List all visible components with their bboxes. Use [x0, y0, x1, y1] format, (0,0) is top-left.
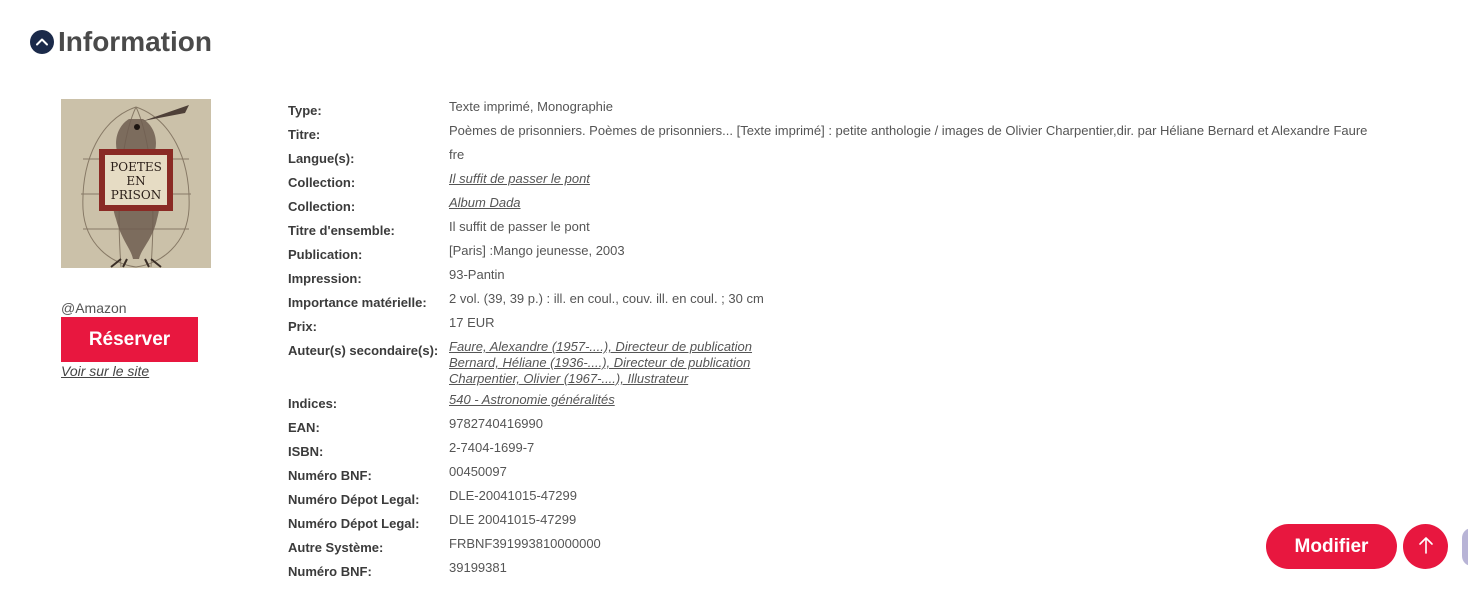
- detail-value-text: 2 vol. (39, 39 p.) : ill. en coul., couv. ill. en coul. ; 30 cm: [449, 291, 764, 306]
- cover-credit: @Amazon: [61, 300, 127, 316]
- detail-row: [288, 243, 1408, 262]
- detail-value: [449, 560, 1408, 579]
- detail-value: [449, 243, 1408, 262]
- detail-row: [288, 267, 1408, 286]
- detail-row: [288, 536, 1408, 555]
- detail-value: [449, 440, 1408, 459]
- detail-value: [449, 315, 1408, 334]
- detail-value-link[interactable]: Bernard, Héliane (1936-....), Directeur de publication: [449, 355, 751, 370]
- detail-value-link[interactable]: Charpentier, Olivier (1967-....), Illustrateur: [449, 371, 689, 386]
- detail-label: Collection:: [288, 175, 356, 190]
- detail-value: [449, 147, 1408, 166]
- detail-value: [449, 171, 1408, 190]
- detail-label: Numéro BNF:: [288, 468, 372, 483]
- detail-value-text: fre: [449, 147, 465, 162]
- chevron-up-icon[interactable]: [30, 30, 54, 54]
- detail-value: [449, 339, 1408, 387]
- detail-value-link[interactable]: Faure, Alexandre (1957-....), Directeur de publication: [449, 339, 753, 354]
- detail-row: [288, 195, 1408, 214]
- detail-label: Collection:: [288, 199, 356, 214]
- detail-row: [288, 416, 1408, 435]
- detail-row: [288, 440, 1408, 459]
- detail-label: Auteur(s) secondaire(s):: [288, 343, 439, 358]
- detail-label: Numéro Dépot Legal:: [288, 492, 420, 507]
- detail-value: [449, 488, 1408, 507]
- detail-row: [288, 291, 1408, 310]
- cover-art-text: PRISON: [110, 188, 162, 202]
- detail-value-text: Poèmes de prisonniers. Poèmes de prisonniers... [Texte imprimé] : petite anthologie / images de Olivier Charpentier,dir. par Héliane Bernard et Alexandre Faure: [449, 123, 1368, 138]
- detail-row: [288, 171, 1408, 190]
- detail-label: Impression:: [288, 271, 362, 286]
- detail-label: Prix:: [288, 319, 317, 334]
- detail-value-link[interactable]: Album Dada: [449, 195, 521, 210]
- detail-value-text: 2-7404-1699-7: [449, 440, 535, 455]
- detail-row: [288, 464, 1408, 483]
- detail-label: Titre:: [288, 127, 321, 142]
- back-to-top-button[interactable]: [1403, 524, 1448, 569]
- detail-row: [288, 99, 1408, 118]
- detail-value: [449, 267, 1408, 286]
- detail-label: Autre Système:: [288, 540, 384, 555]
- detail-label: EAN:: [288, 420, 320, 435]
- detail-row: [288, 147, 1408, 166]
- detail-value: [449, 123, 1408, 142]
- detail-value-text: 93-Pantin: [449, 267, 505, 282]
- detail-label: Titre d'ensemble:: [288, 223, 395, 238]
- side-panel-tab[interactable]: [1462, 528, 1468, 566]
- arrow-up-icon: [1417, 535, 1435, 558]
- detail-value-text: [Paris] :Mango jeunesse, 2003: [449, 243, 625, 258]
- detail-value-text: 39199381: [449, 560, 507, 575]
- view-on-site-link[interactable]: Voir sur le site: [61, 363, 150, 379]
- detail-row: [288, 392, 1408, 411]
- cover-art-text: POETES: [110, 160, 162, 174]
- detail-value-text: 00450097: [449, 464, 507, 479]
- modify-button[interactable]: Modifier: [1266, 524, 1397, 569]
- detail-row: [288, 339, 1408, 387]
- detail-value: [449, 291, 1408, 310]
- detail-value-text: Texte imprimé, Monographie: [449, 99, 614, 114]
- cover-art-text: EN: [126, 174, 146, 188]
- detail-value-text: 9782740416990: [449, 416, 543, 431]
- detail-value: [449, 536, 1408, 555]
- detail-row: [288, 219, 1408, 238]
- book-cover: [61, 99, 211, 268]
- detail-value: [449, 219, 1408, 238]
- detail-row: [288, 123, 1408, 142]
- detail-value-text: Il suffit de passer le pont: [449, 219, 590, 234]
- detail-label: Langue(s):: [288, 151, 355, 166]
- detail-label: ISBN:: [288, 444, 324, 459]
- detail-value-link[interactable]: 540 - Astronomie généralités: [449, 392, 615, 407]
- detail-value-text: DLE-20041015-47299: [449, 488, 577, 503]
- detail-label: Indices:: [288, 396, 338, 411]
- detail-row: [288, 512, 1408, 531]
- detail-label: Publication:: [288, 247, 363, 262]
- detail-value-text: 17 EUR: [449, 315, 495, 330]
- section-header: [30, 26, 212, 58]
- detail-value: [449, 416, 1408, 435]
- detail-row: [288, 560, 1408, 579]
- detail-label: Type:: [288, 103, 322, 118]
- record-details: [288, 99, 1408, 584]
- detail-value: [449, 195, 1408, 214]
- detail-value-link[interactable]: Il suffit de passer le pont: [449, 171, 590, 186]
- detail-value: [449, 392, 1408, 411]
- detail-label: Numéro Dépot Legal:: [288, 516, 420, 531]
- detail-value: [449, 464, 1408, 483]
- reserve-button[interactable]: Réserver: [61, 317, 198, 362]
- detail-value: [449, 512, 1408, 531]
- detail-row: [288, 315, 1408, 334]
- detail-row: [288, 488, 1408, 507]
- detail-label: Numéro BNF:: [288, 564, 372, 579]
- detail-value-text: FRBNF391993810000000: [449, 536, 601, 551]
- detail-label: Importance matérielle:: [288, 295, 427, 310]
- detail-value-text: DLE 20041015-47299: [449, 512, 577, 527]
- section-title: Information: [58, 26, 212, 57]
- detail-value: [449, 99, 1408, 118]
